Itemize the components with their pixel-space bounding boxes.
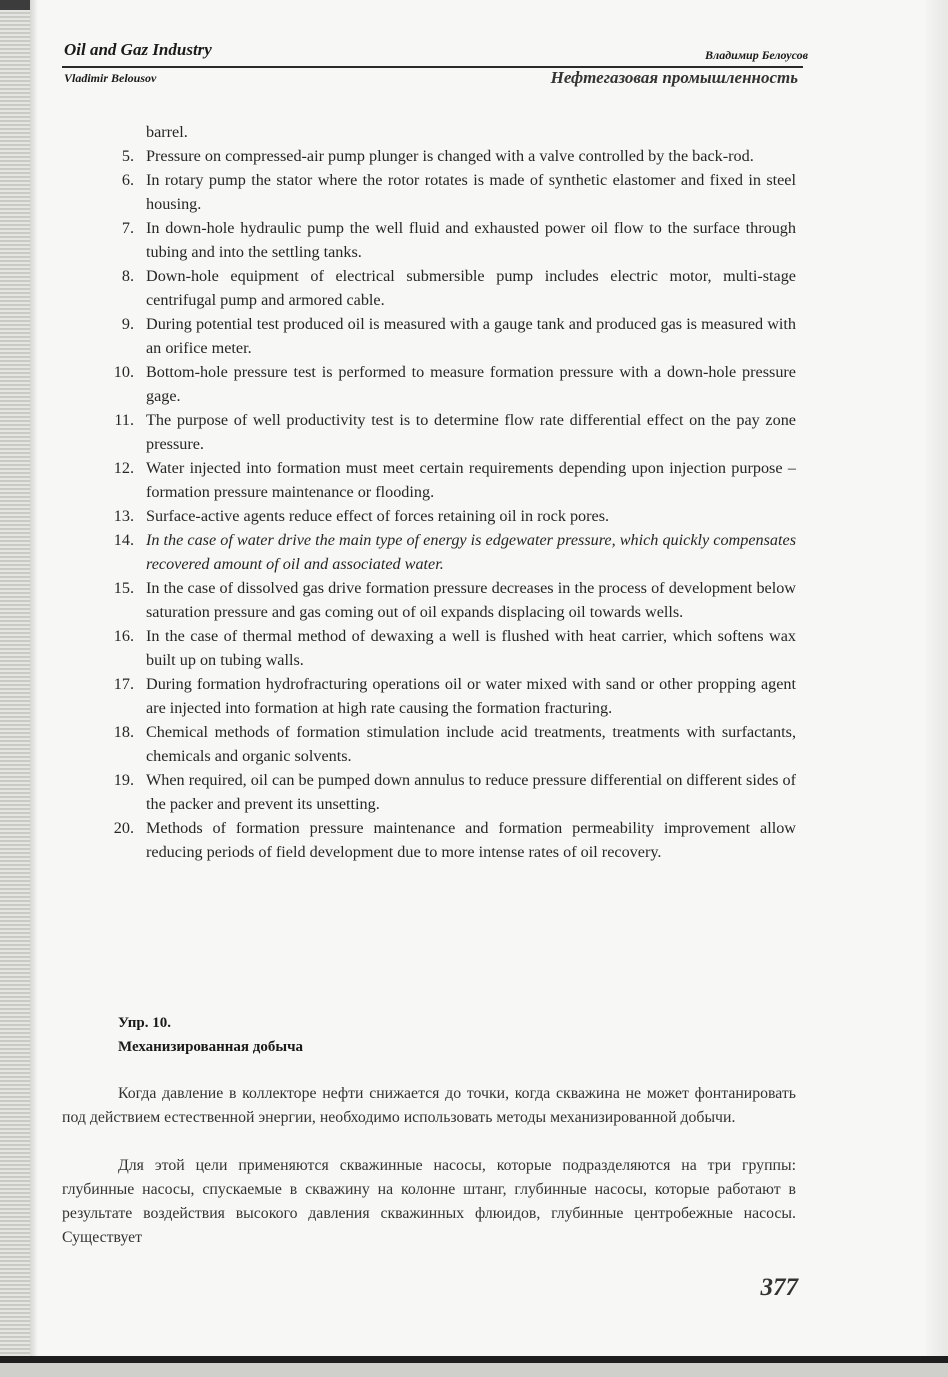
list-item-5 bbox=[104, 144, 796, 168]
list-item-number: 18. bbox=[113, 723, 134, 741]
scan-shadow-left bbox=[30, 0, 38, 1377]
list-item-13 bbox=[104, 504, 796, 528]
scan-edge-right bbox=[926, 0, 948, 1377]
list-item-number: 6. bbox=[121, 171, 134, 189]
list-item-19 bbox=[104, 768, 796, 816]
scan-corner-mark bbox=[0, 0, 30, 10]
list-item-text: In the case of water drive the main type of energy is edgewater pressure, which quickly compensates recovered amount of oil and associated water. bbox=[146, 531, 796, 573]
header-left-author: Vladimir Belousov bbox=[64, 71, 157, 85]
list-item-text: Pressure on compressed-air pump plunger is changed with a valve controlled by the back-rod. bbox=[146, 147, 754, 165]
list-item-14 bbox=[104, 528, 796, 576]
exercise-title: Упр. 10. bbox=[118, 1015, 172, 1031]
list-item-7 bbox=[104, 216, 796, 264]
list-item-text: During formation hydrofracturing operations oil or water mixed with sand or other propping agent are injected into formation at high rate causing the formation fracturing. bbox=[146, 675, 796, 717]
list-item-number: 8. bbox=[121, 267, 134, 285]
list-item-text: Methods of formation pressure maintenance and formation permeability improvement allow reducing periods of field development due to more intense rates of oil recovery. bbox=[146, 819, 796, 861]
list-item-12 bbox=[104, 456, 796, 504]
list-item-text: Down-hole equipment of electrical submersible pump includes electric motor, multi-stage centrifugal pump and armored cable. bbox=[146, 267, 796, 309]
scan-bottom-band bbox=[0, 1356, 948, 1377]
list-item-text: In down-hole hydraulic pump the well fluid and exhausted power oil flow to the surface through tubing and into the settling tanks. bbox=[146, 219, 796, 261]
list-item-number: 14. bbox=[113, 531, 134, 549]
list-item-17 bbox=[104, 672, 796, 720]
list-item-text: In the case of thermal method of dewaxing a well is flushed with heat carrier, which softens wax built up on tubing walls. bbox=[146, 627, 796, 669]
header-right-author: Владимир Белоусов bbox=[705, 48, 808, 62]
list-item-number: 10. bbox=[113, 363, 134, 381]
list-item-15 bbox=[104, 576, 796, 624]
list-item-text: Bottom-hole pressure test is performed to measure formation pressure with a down-hole pressure gage. bbox=[146, 363, 796, 405]
list-item-number: 7. bbox=[121, 219, 134, 237]
list-item-20 bbox=[104, 816, 796, 864]
list-item-text: When required, oil can be pumped down annulus to reduce pressure differential on different sides of the packer and prevent its unsetting. bbox=[146, 771, 796, 813]
list-item-number: 17. bbox=[113, 675, 134, 693]
scan-edge-left bbox=[0, 0, 30, 1377]
list-item-6 bbox=[104, 168, 796, 216]
body-paragraph-1: Когда давление в коллекторе нефти снижается до точки, когда скважина не может фонтанировать под действием естественной энергии, необходимо использовать методы механизированной добычи. bbox=[62, 1085, 796, 1126]
list-item-text: The purpose of well productivity test is to determine flow rate differential effect on the pay zone pressure. bbox=[146, 411, 796, 453]
list-item-number: 5. bbox=[121, 147, 134, 165]
list-item-text: Water injected into formation must meet certain requirements depending upon injection purpose – formation pressure maintenance or flooding. bbox=[146, 459, 796, 501]
list-item-number: 12. bbox=[113, 459, 134, 477]
list-item-number: 20. bbox=[113, 819, 134, 837]
list-item-number: 9. bbox=[121, 315, 134, 333]
body-paragraph-2: Для этой цели применяются скважинные насосы, которые подразделяются на три группы: глубинные насосы, спускаемые в скважину на колонне штанг, глубинные насосы, которые работают в результате воздействия высокого давления скважинных флюидов, глубинные центробежные насосы. Существует bbox=[62, 1157, 796, 1246]
list-item-text: Chemical methods of formation stimulation include acid treatments, treatments with surfactants, chemicals and organic solvents. bbox=[146, 723, 796, 765]
list-item-number: 13. bbox=[113, 507, 134, 525]
list-item-text: In the case of dissolved gas drive formation pressure decreases in the process of development below saturation pressure and gas coming out of oil expands displacing oil towards wells. bbox=[146, 579, 796, 621]
list-item-16 bbox=[104, 624, 796, 672]
list-item-text: In rotary pump the stator where the rotor rotates is made of synthetic elastomer and fixed in steel housing. bbox=[146, 171, 796, 213]
list-item-10 bbox=[104, 360, 796, 408]
list-item-number: 15. bbox=[113, 579, 134, 597]
list-item-9 bbox=[104, 312, 796, 360]
list-item-18 bbox=[104, 720, 796, 768]
list-item-8 bbox=[104, 264, 796, 312]
exercise-subtitle: Механизированная добыча bbox=[118, 1039, 304, 1055]
list-item-number: 16. bbox=[113, 627, 134, 645]
statement-list bbox=[104, 120, 796, 864]
list-item-number: 11. bbox=[114, 411, 134, 429]
list-item-11 bbox=[104, 408, 796, 456]
header-left-title: Oil and Gaz Industry bbox=[64, 40, 212, 59]
header-right-title: Нефтегазовая промышленность bbox=[550, 68, 798, 87]
list-item-text: During potential test produced oil is measured with a gauge tank and produced gas is measured with an orifice meter. bbox=[146, 315, 796, 357]
list-item-text: Surface-active agents reduce effect of forces retaining oil in rock pores. bbox=[146, 507, 610, 525]
list-continuation: barrel. bbox=[146, 123, 188, 141]
list-item-number: 19. bbox=[113, 771, 134, 789]
page-number: 377 bbox=[760, 1274, 798, 1301]
